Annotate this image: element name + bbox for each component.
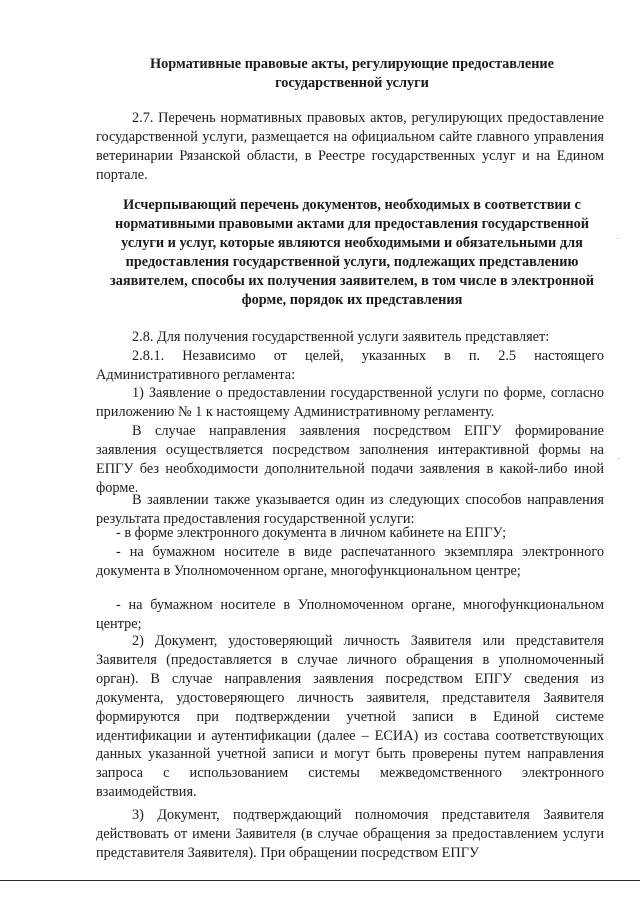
section-heading-normative-acts: Нормативные правовые акты, регулирующие предоставление государственной услуги (149, 56, 555, 91)
paragraph-item-3: 3) Документ, подтверждающий полномочия представителя Заявителя действовать от имени Заявителя (в случае обращения за предоставлением услуги представителя Заявителя). При обращении посредством ЕПГУ (96, 807, 604, 861)
paragraph-result-method: В заявлении также указывается один из следующих способов направления результата предоставления государственной услуги: (96, 492, 604, 527)
paragraph-2-7: 2.7. Перечень нормативных правовых актов, регулирующих предоставление государственной услуги, размещается на официальном сайте главного управления ветеринарии Рязанской области, в Реестре государственных услуг и на Едином портале. (96, 110, 604, 183)
list-item-paper: - на бумажном носителе в Уполномоченном органе, многофункциональном центре; (96, 597, 604, 632)
paragraph-epgu-form: В случае направления заявления посредством ЕПГУ формирование заявления осуществляется посредством заполнения интерактивной формы на ЕПГУ без необходимости дополнительной подачи заявления в какой-либо иной форме. (96, 423, 604, 496)
list-item-paper-printed: - на бумажном носителе в виде распечатанного экземпляра электронного документа в Уполномоченном органе, многофункциональном центре; (96, 544, 604, 579)
scan-mark (617, 238, 620, 239)
paragraph-2-8: 2.8. Для получения государственной услуги заявитель представляет: (132, 329, 550, 345)
paragraph-item-1: 1) Заявление о предоставлении государственной услуги по форме, согласно приложению № 1 к настоящему Административному регламенту. (96, 385, 604, 420)
list-item-electronic: - в форме электронного документа в личном кабинете на ЕПГУ; (116, 525, 507, 541)
paragraph-2-8-1: 2.8.1. Независимо от целей, указанных в п. 2.5 настоящего Административного регламента: (96, 348, 604, 383)
paragraph-item-2: 2) Документ, удостоверяющий личность Заявителя или представителя Заявителя (предоставляется в случае личного обращения в уполномоченный орган). В случае направления заявления посредством ЕПГУ сведения из документа, удостоверяющего личность заявителя, представителя Заявителя формируются при подтверждении учетной записи в Единой системе идентификации и аутентификации (далее – ЕСИА) из состава соответствующих данных указанной учетной записи и могут быть проверены путем направления запроса с использованием системы межведомственного электронного взаимодействия. (96, 633, 604, 801)
section-heading-documents-list: Исчерпывающий перечень документов, необходимых в соответствии с нормативными правовыми актами для предоставления государственной услуги и услуг, которые являются необходимыми и обязательными для предоставления государственной услуги, подлежащих представлению заявителем, способы их получения заявителем, в том числе в электронной форме, порядок их представления (110, 197, 594, 308)
scan-mark (617, 458, 620, 459)
bottom-rule (0, 880, 640, 881)
